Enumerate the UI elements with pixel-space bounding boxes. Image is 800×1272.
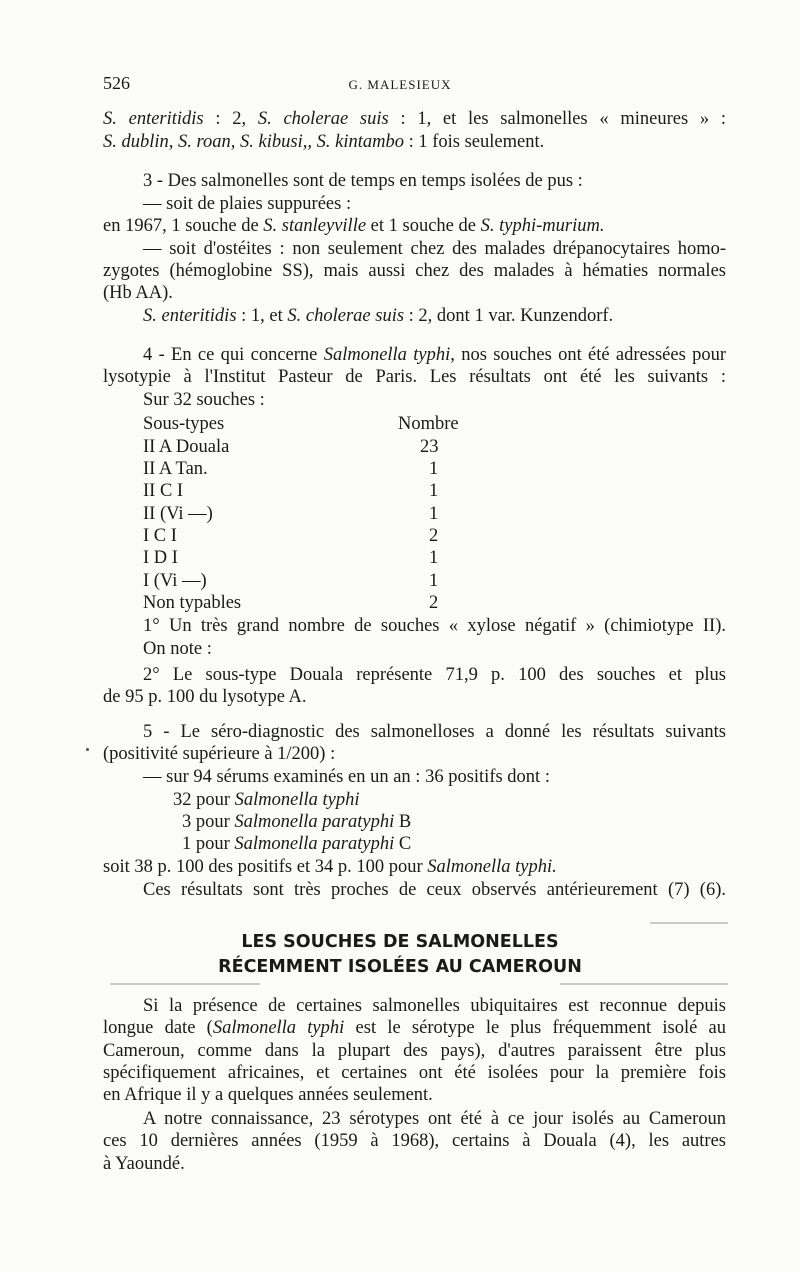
- text-line: à Yaoundé.: [103, 1154, 185, 1174]
- text-line: longue date (Salmonella typhi est le sérotype le plus fréquemment isolé au: [103, 1018, 727, 1038]
- table-cell-count: 2: [429, 593, 439, 613]
- table-cell-subtype: II C I: [143, 481, 184, 501]
- text-line: 3 - Des salmonelles sont de temps en temps isolées de pus :: [143, 171, 583, 191]
- text-line: Ces résultats sont très proches de ceux observés antérieurement (7) (6).: [143, 880, 726, 900]
- table-cell-subtype: I D I: [143, 548, 178, 568]
- running-title: G. MALESIEUX: [348, 77, 452, 92]
- table-cell-count: 2: [429, 526, 439, 546]
- table-cell-subtype: II A Douala: [143, 437, 230, 457]
- text-line: 32 pour Salmonella typhi: [173, 790, 360, 810]
- text-line: en 1967, 1 souche de S. stanleyville et 1 souche de S. typhi-murium.: [103, 216, 605, 236]
- table-cell-subtype: II A Tan.: [143, 459, 208, 479]
- text-line: ces 10 dernières années (1959 à 1968), certains à Douala (4), les autres: [103, 1131, 726, 1151]
- text-line: de 95 p. 100 du lysotype A.: [103, 687, 307, 707]
- table-cell-subtype: I (Vi —): [143, 571, 207, 591]
- table-cell-count: 1: [429, 459, 439, 479]
- table-header-count: Nombre: [398, 414, 459, 434]
- text-line: (Hb AA).: [103, 283, 173, 303]
- section-heading-line1: LES SOUCHES DE SALMONELLES: [241, 932, 559, 952]
- print-speck: [86, 748, 89, 751]
- section-heading-line2: RÉCEMMENT ISOLÉES AU CAMEROUN: [218, 957, 582, 977]
- table-cell-subtype: II (Vi —): [143, 504, 213, 524]
- text-line: 2° Le sous-type Douala représente 71,9 p. 100 des souches et plus: [143, 665, 726, 685]
- text-line: — soit de plaies suppurées :: [143, 194, 352, 214]
- table-cell-count: 1: [429, 571, 439, 591]
- text-line: Cameroun, comme dans la plupart des pays), d'autres paraissent être plus: [103, 1041, 726, 1061]
- text-line: en Afrique il y a quelques années seulement.: [103, 1085, 433, 1105]
- text-line: Sur 32 souches :: [143, 390, 265, 410]
- text-line: On note :: [143, 639, 212, 659]
- table-cell-count: 1: [429, 504, 439, 524]
- text-line: soit 38 p. 100 des positifs et 34 p. 100 pour Salmonella typhi.: [103, 857, 557, 877]
- text-line: S. dublin, S. roan, S. kibusi,, S. kintambo : 1 fois seulement.: [103, 132, 545, 152]
- text-line: 1° Un très grand nombre de souches « xylose négatif » (chimiotype II).: [143, 616, 726, 636]
- scan-artifact: [110, 983, 260, 985]
- text-line: S. enteritidis : 1, et S. cholerae suis : 2, dont 1 var. Kunzendorf.: [143, 306, 614, 326]
- text-line: Si la présence de certaines salmonelles ubiquitaires est reconnue depuis: [143, 996, 726, 1016]
- text-line: (positivité supérieure à 1/200) :: [103, 744, 336, 764]
- text-line: spécifiquement africaines, et certaines ont été isolées pour la première fois: [103, 1063, 726, 1083]
- table-cell-count: 23: [420, 437, 439, 457]
- text-line: lysotypie à l'Institut Pasteur de Paris. Les résultats ont été les suivants :: [103, 367, 726, 387]
- text-line: 3 pour Salmonella paratyphi B: [182, 812, 412, 832]
- text-line: 4 - En ce qui concerne Salmonella typhi, nos souches ont été adressées pour: [143, 345, 727, 365]
- text-line: A notre connaissance, 23 sérotypes ont été à ce jour isolés au Cameroun: [143, 1109, 726, 1129]
- table-cell-subtype: Non typables: [143, 593, 242, 613]
- table-cell-count: 1: [429, 548, 439, 568]
- page-number: 526: [103, 73, 130, 93]
- text-line: — soit d'ostéites : non seulement chez des malades drépanocytaires homo-: [143, 239, 726, 259]
- text-line: 1 pour Salmonella paratyphi C: [182, 834, 412, 854]
- scan-artifact: [560, 983, 728, 985]
- table-cell-subtype: I C I: [143, 526, 177, 546]
- text-line: — sur 94 sérums examinés en un an : 36 positifs dont :: [143, 767, 550, 787]
- table-header-subtype: Sous-types: [143, 414, 225, 434]
- text-line: 5 - Le séro-diagnostic des salmonelloses a donné les résultats suivants: [143, 722, 726, 742]
- table-cell-count: 1: [429, 481, 439, 501]
- text-line: zygotes (hémoglobine SS), mais aussi chez des malades à hématies normales: [103, 261, 726, 281]
- scan-artifact: [650, 922, 728, 924]
- text-line: S. enteritidis : 2, S. cholerae suis : 1, et les salmonelles « mineures » :: [103, 109, 727, 129]
